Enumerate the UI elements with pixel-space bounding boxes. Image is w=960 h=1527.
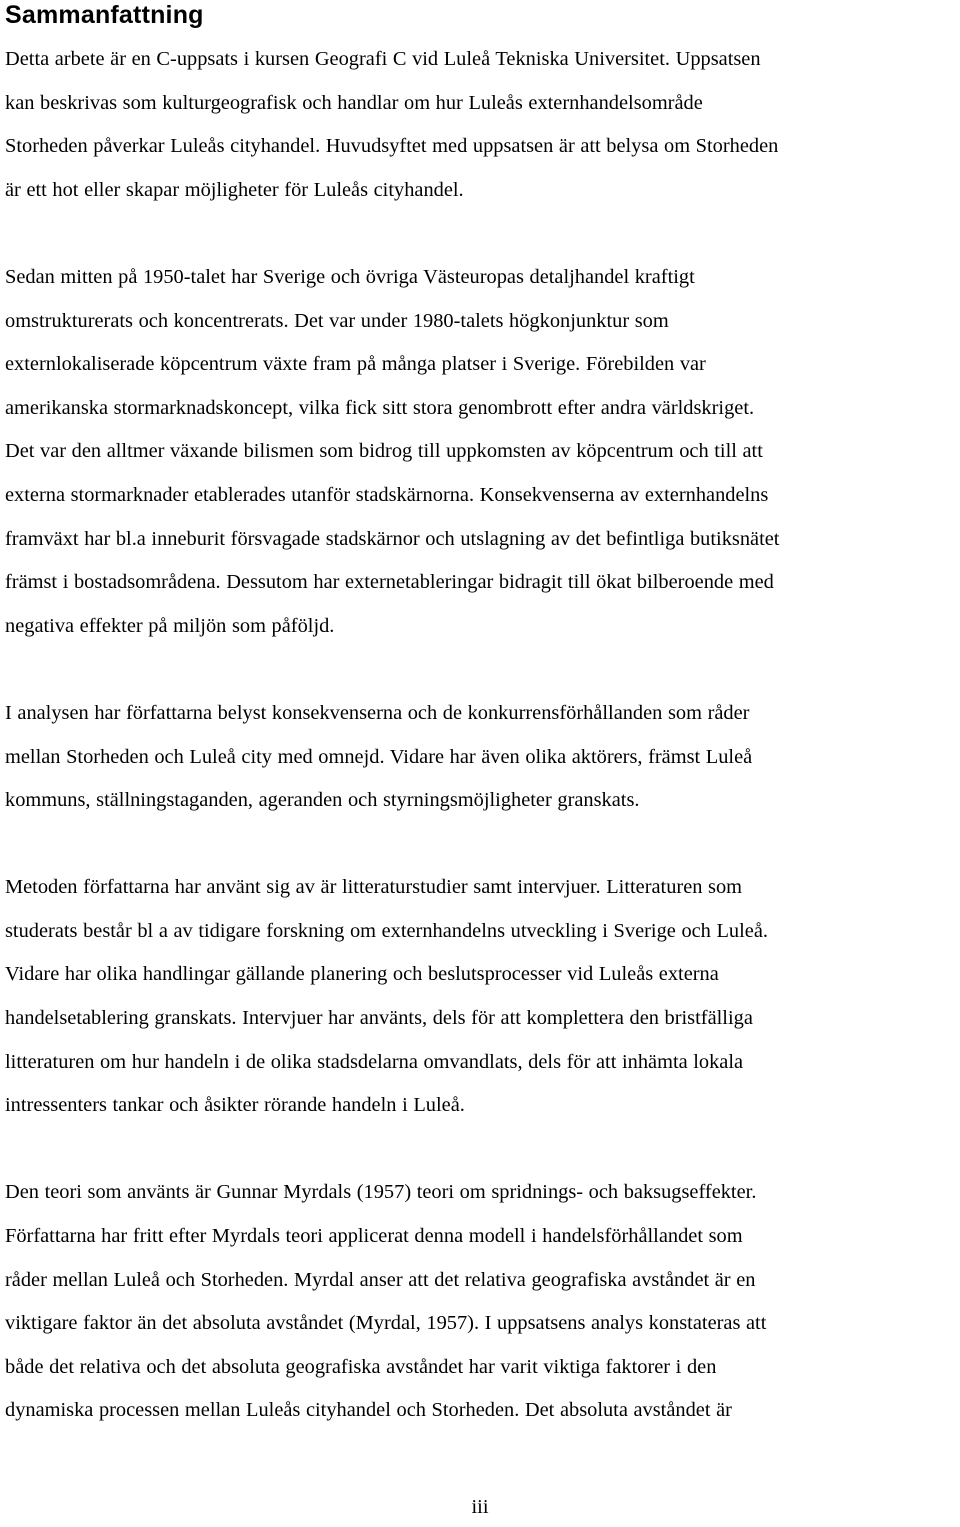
text-line: handelsetablering granskats. Intervjuer har använts, dels för att komplettera den bristfälliga — [5, 1007, 753, 1030]
text-line: mellan Storheden och Luleå city med omnejd. Vidare har även olika aktörers, främst Luleå — [5, 745, 753, 768]
text-line: framväxt har bl.a inneburit försvagade stadskärnor och utslagning av det befintliga butiksnätet — [5, 527, 780, 550]
page-number: iii — [471, 1496, 489, 1518]
text-line: intressenters tankar och åsikter rörande handeln i Luleå. — [5, 1094, 465, 1117]
text-line: viktigare faktor än det absoluta avståndet (Myrdal, 1957). I uppsatsens analys konstateras att — [5, 1312, 767, 1335]
paragraph-2 — [5, 256, 957, 648]
text-line: externlokaliserade köpcentrum växte fram på många platser i Sverige. Förebilden var — [5, 353, 706, 376]
text-line: Författarna har fritt efter Myrdals teori applicerat denna modell i handelsförhållandet som — [5, 1225, 743, 1248]
text-line: är ett hot eller skapar möjligheter för Luleås cityhandel. — [5, 178, 464, 201]
text-line: negativa effekter på miljön som påföljd. — [5, 614, 335, 637]
text-line: kommuns, ställningstaganden, ageranden och styrningsmöjligheter granskats. — [5, 789, 640, 812]
text-line: råder mellan Luleå och Storheden. Myrdal anser att det relativa geografiska avståndet är en — [5, 1268, 756, 1291]
text-line: både det relativa och det absoluta geografiska avståndet har varit viktiga faktorer i den — [5, 1355, 717, 1378]
paragraph-gap — [5, 823, 957, 867]
paragraph-4 — [5, 866, 957, 1128]
text-line: Det var den alltmer växande bilismen som bidrog till uppkomsten av köpcentrum och till att — [5, 440, 763, 463]
text-line: främst i bostadsområdena. Dessutom har externetableringar bidragit till ökat bilberoende med — [5, 571, 774, 594]
text-line: I analysen har författarna belyst konsekvenserna och de konkurrensförhållanden som råder — [5, 701, 750, 724]
paragraph-5 — [5, 1171, 957, 1433]
text-line: litteraturen om hur handeln i de olika stadsdelarna omvandlats, dels för att inhämta lokala — [5, 1050, 744, 1073]
text-line: kan beskrivas som kulturgeografisk och handlar om hur Luleås externhandelsområde — [5, 91, 703, 114]
text-line: Sedan mitten på 1950-talet har Sverige och övriga Västeuropas detaljhandel kraftigt — [5, 265, 695, 288]
text-line: Den teori som använts är Gunnar Myrdals (1957) teori om spridnings- och baksugseffekter. — [5, 1181, 757, 1204]
section-heading: Sammanfattning — [5, 1, 204, 29]
text-line: dynamiska processen mellan Luleås cityhandel och Storheden. Det absoluta avståndet är — [5, 1399, 732, 1422]
paragraph-gap — [5, 212, 957, 256]
paragraph-3 — [5, 692, 957, 823]
text-line: omstrukturerats och koncentrerats. Det var under 1980-talets högkonjunktur som — [5, 309, 669, 332]
paragraph-gap — [5, 648, 957, 692]
text-line: externa stormarknader etablerades utanför stadskärnorna. Konsekvenserna av externhandelns — [5, 483, 769, 506]
text-line: Vidare har olika handlingar gällande planering och beslutsprocesser vid Luleås externa — [5, 963, 719, 986]
text-line: Storheden påverkar Luleås cityhandel. Huvudsyftet med uppsatsen är att belysa om Storheden — [5, 135, 779, 158]
text-line: amerikanska stormarknadskoncept, vilka fick sitt stora genombrott efter andra världskriget. — [5, 396, 755, 419]
text-line: studerats består bl a av tidigare forskning om externhandelns utveckling i Sverige och Luleå. — [5, 919, 768, 942]
document-page — [5, 0, 957, 1433]
paragraph-1 — [5, 38, 957, 212]
paragraph-gap — [5, 1128, 957, 1172]
text-line: Metoden författarna har använt sig av är litteraturstudier samt intervjuer. Litteraturen som — [5, 876, 743, 899]
text-line: Detta arbete är en C-uppsats i kursen Geografi C vid Luleå Tekniska Universitet. Uppsatsen — [5, 48, 761, 70]
